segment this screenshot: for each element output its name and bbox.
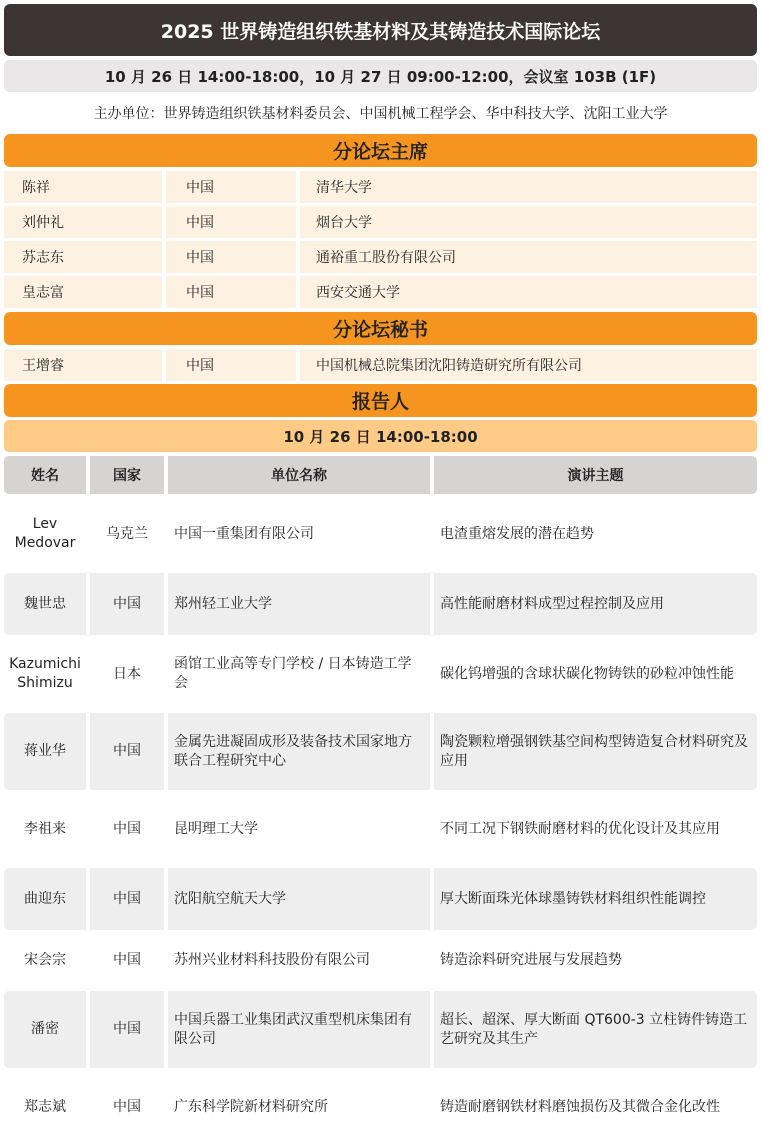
event-datetime: 10 月 26 日 14:00-18:00，10 月 27 日 09:00-12:00，会议室 103B (1F) [4, 60, 757, 92]
speaker-topic: 超长、超深、厚大断面 QT600-3 立柱铸件铸造工艺研究及其生产 [434, 991, 757, 1068]
speaker-row [0, 573, 762, 635]
chair-country: 中国 [166, 276, 296, 308]
speaker-country: 中国 [90, 868, 164, 930]
section-chairs-heading: 分论坛主席 [4, 134, 757, 167]
speaker-name: 潘密 [4, 991, 86, 1068]
speaker-topic: 铸造耐磨钢铁材料磨蚀损伤及其微合金化改性 [440, 1098, 720, 1115]
speaker-org: 昆明理工大学 [174, 820, 258, 837]
speaker-country: 中国 [90, 991, 164, 1068]
speaker-country: 日本 [113, 665, 141, 682]
speaker-org: 函馆工业高等专门学校 / 日本铸造工学会 [174, 656, 412, 691]
secretary-name: 王增睿 [4, 349, 162, 381]
speaker-name: Lev Medovar [14, 516, 76, 551]
chair-row [4, 276, 757, 308]
chair-name: 刘仲礼 [4, 206, 162, 238]
speaker-org: 中国兵器工业集团武汉重型机床集团有限公司 [168, 991, 430, 1068]
speaker-org: 郑州轻工业大学 [168, 573, 430, 635]
speaker-name: 郑志斌 [24, 1098, 66, 1115]
speaker-topic: 陶瓷颗粒增强钢铁基空间构型铸造复合材料研究及应用 [434, 713, 757, 790]
secretary-country: 中国 [166, 349, 296, 381]
speaker-row [0, 1071, 762, 1143]
chair-org: 烟台大学 [300, 206, 757, 238]
speaker-org: 金属先进凝固成形及装备技术国家地方联合工程研究中心 [168, 713, 430, 790]
col-header-topic: 演讲主题 [434, 456, 757, 494]
speaker-row [0, 498, 762, 570]
organizers: 主办单位：世界铸造组织铁基材料委员会、中国机械工程学会、华中科技大学、沈阳工业大学 [93, 106, 668, 122]
speaker-country: 中国 [90, 713, 164, 790]
session-time: 10 月 26 日 14:00-18:00 [4, 420, 757, 452]
chair-name: 苏志东 [4, 241, 162, 273]
chair-country: 中国 [166, 171, 296, 203]
chair-country: 中国 [166, 241, 296, 273]
chair-org: 西安交通大学 [300, 276, 757, 308]
col-header-org: 单位名称 [168, 456, 430, 494]
speaker-topic: 碳化钨增强的含球状碳化物铸铁的砂粒冲蚀性能 [440, 665, 734, 682]
speaker-org: 苏州兴业材料科技股份有限公司 [174, 952, 370, 968]
speaker-name: 魏世忠 [4, 573, 86, 635]
col-header-country: 国家 [90, 456, 164, 494]
speaker-topic: 厚大断面珠光体球墨铸铁材料组织性能调控 [434, 868, 757, 930]
section-speakers-heading: 报告人 [4, 384, 757, 417]
speakers-table-header [0, 456, 762, 494]
chair-org: 清华大学 [300, 171, 757, 203]
speaker-country: 中国 [90, 573, 164, 635]
speaker-row [0, 991, 762, 1068]
speaker-org: 中国一重集团有限公司 [174, 525, 314, 542]
speaker-org: 广东科学院新材料研究所 [174, 1098, 328, 1115]
speaker-row [0, 638, 762, 710]
speaker-topic: 高性能耐磨材料成型过程控制及应用 [434, 573, 757, 635]
speaker-name: 宋会宗 [24, 952, 66, 968]
speaker-country: 中国 [113, 952, 141, 968]
speaker-row [0, 793, 762, 865]
chair-row [4, 206, 757, 238]
speaker-topic: 不同工况下钢铁耐磨材料的优化设计及其应用 [440, 820, 720, 837]
speaker-topic: 铸造涂料研究进展与发展趋势 [440, 952, 622, 968]
section-secretary-heading: 分论坛秘书 [4, 312, 757, 345]
page-title: 2025 世界铸造组织铁基材料及其铸造技术国际论坛 [4, 4, 757, 56]
chair-row [4, 241, 757, 273]
col-header-name: 姓名 [4, 456, 86, 494]
chair-org: 通裕重工股份有限公司 [300, 241, 757, 273]
chair-name: 皇志富 [4, 276, 162, 308]
speaker-row [0, 868, 762, 930]
chair-row [4, 171, 757, 203]
speaker-country: 中国 [113, 1098, 141, 1115]
speaker-name: Kazumichi Shimizu [9, 656, 81, 691]
speaker-topic: 电渣重熔发展的潜在趋势 [440, 525, 594, 542]
speaker-name: 李祖来 [24, 820, 66, 837]
chair-country: 中国 [166, 206, 296, 238]
speaker-row [0, 933, 762, 988]
speaker-name: 蒋业华 [4, 713, 86, 790]
speaker-row [0, 713, 762, 790]
speaker-org: 沈阳航空航天大学 [168, 868, 430, 930]
speaker-name: 曲迎东 [4, 868, 86, 930]
secretary-org: 中国机械总院集团沈阳铸造研究所有限公司 [300, 349, 757, 381]
speaker-country: 乌克兰 [106, 525, 148, 542]
chair-name: 陈祥 [4, 171, 162, 203]
secretary-row [4, 349, 757, 381]
speaker-country: 中国 [113, 820, 141, 837]
